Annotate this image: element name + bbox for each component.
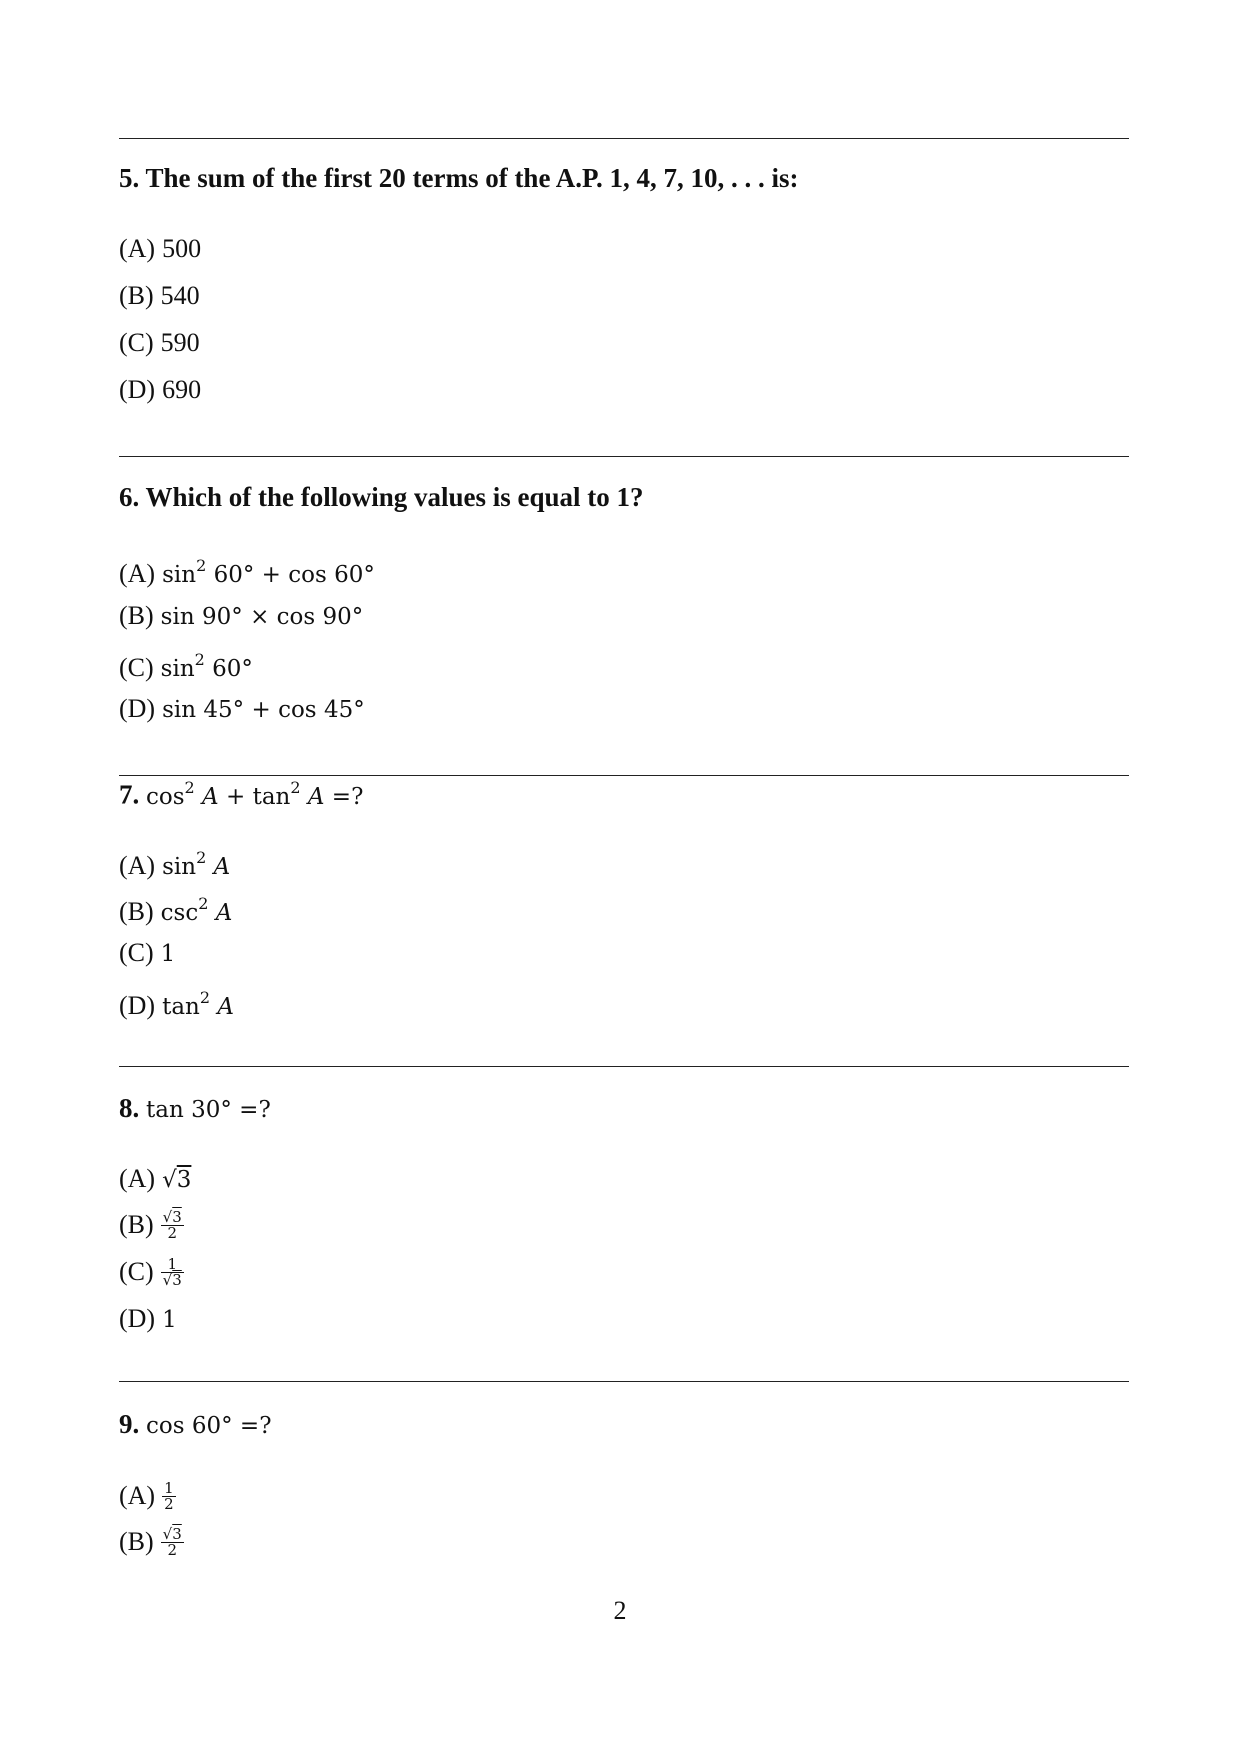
divider-q8: [119, 1066, 1129, 1067]
fraction: $\frac{√3}{2}$: [162, 1524, 182, 1559]
fraction: $\frac{√3}{2}$: [162, 1207, 182, 1242]
q8-option-b: (B) $\frac{√3}{2}$: [119, 1207, 182, 1242]
page-number: 2: [613, 1596, 627, 1625]
question-6: 6. Which of the following values is equal to 1?: [119, 482, 644, 512]
q8-option-c: (C) $\frac{1}{√3}$: [119, 1254, 182, 1289]
q7-option-d: (D) $\tan^2 A$: [119, 988, 234, 1020]
divider-q9: [119, 1381, 1129, 1382]
q8-option-d: (D) 1: [119, 1304, 177, 1333]
q5-option-b: (B) 540: [119, 281, 200, 310]
divider-q6: [119, 456, 1129, 457]
q5-option-c: (C) 590: [119, 328, 200, 357]
q6-option-a: (A) $\sin^2 60^\circ + \cos 60^\circ$: [119, 556, 375, 588]
q9-option-a: (A) $\frac{1}{2}$: [119, 1478, 174, 1513]
fraction: $\frac{1}{√3}$: [162, 1254, 182, 1289]
q7-option-b: (B) $\csc^2 A$: [119, 894, 233, 926]
question-7: 7. $\cos^2 A + \tan^2 A$ =?: [119, 778, 364, 810]
divider-top: [119, 138, 1129, 139]
q5-option-d: (D) 690: [119, 375, 202, 404]
q6-option-d: (D) sin 45° + cos 45°: [119, 694, 365, 723]
question-9: 9. cos 60° =?: [119, 1409, 272, 1439]
q6-option-b: (B) sin 90° × cos 90°: [119, 601, 364, 630]
q7-option-a: (A) $\sin^2 A$: [119, 848, 231, 880]
q6-option-c: (C) $\sin^2 60^\circ$: [119, 650, 253, 682]
question-5: 5. The sum of the first 20 terms of the A.P. 1, 4, 7, 10, . . . is:: [119, 163, 799, 193]
fraction: $\frac{1}{2}$: [164, 1478, 174, 1513]
q5-option-a: (A) 500: [119, 234, 202, 263]
q8-option-a: (A) √3: [119, 1164, 192, 1193]
question-8: 8. tan 30° =?: [119, 1093, 271, 1123]
sqrt-icon: √: [162, 1167, 177, 1193]
q9-option-b: (B) $\frac{√3}{2}$: [119, 1524, 182, 1559]
q7-option-c: (C) 1: [119, 938, 176, 967]
